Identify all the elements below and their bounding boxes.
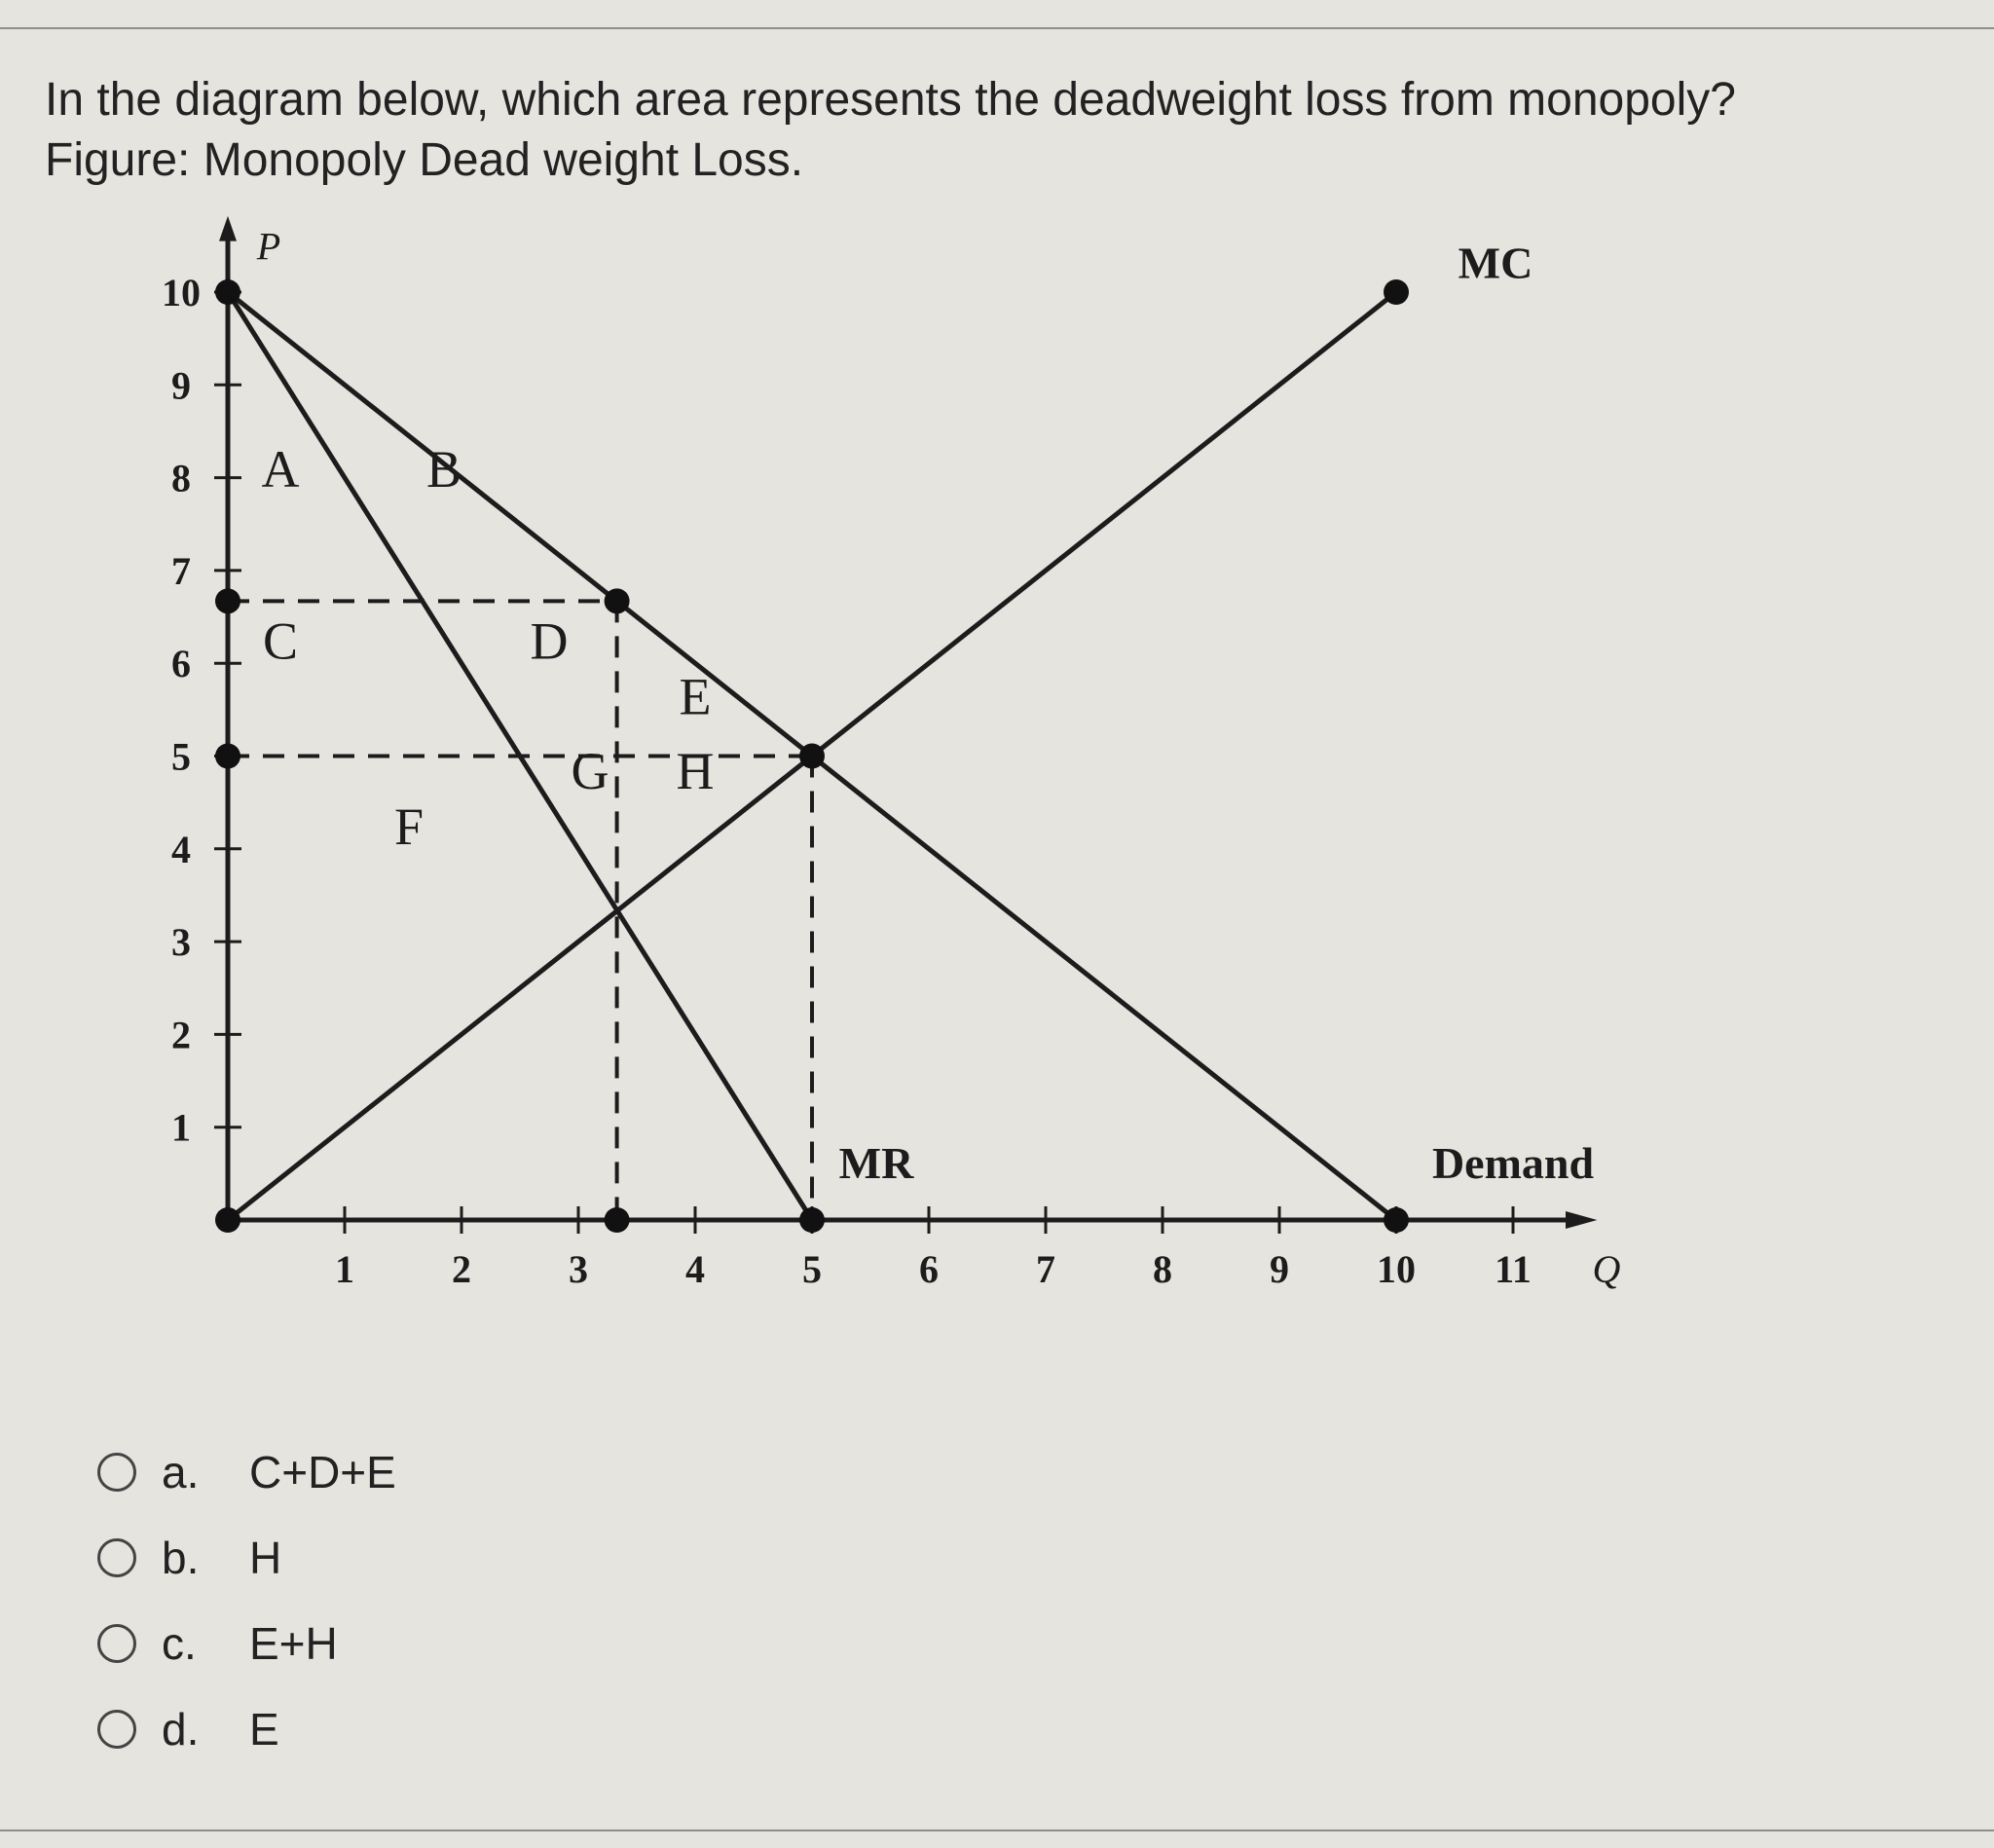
figure-caption: Figure: Monopoly Dead weight Loss. [45,134,804,186]
radio-icon[interactable] [97,1710,136,1749]
x-tick-label: 5 [802,1247,822,1291]
data-point [215,1207,240,1233]
x-tick-label: 9 [1270,1247,1289,1291]
data-point [605,1207,630,1233]
x-axis-arrow-icon [1566,1211,1597,1229]
y-tick-label: 3 [171,920,191,965]
radio-icon[interactable] [97,1538,136,1577]
y-tick-label: 2 [171,1013,191,1057]
curve-label-mr: MR [838,1138,914,1189]
y-tick-label: 10 [162,271,201,314]
y-tick-label: 4 [171,827,191,871]
area-label-d: D [530,611,569,671]
y-tick-label: 1 [171,1105,191,1150]
data-point [215,588,240,613]
data-point [1384,1207,1409,1233]
option-d[interactable] [97,1686,396,1772]
x-tick-label: 4 [685,1247,705,1291]
option-text: H [249,1533,282,1583]
option-text: E+H [249,1618,338,1669]
y-axis-arrow-icon [219,216,237,241]
answer-options [97,1429,396,1772]
curve-label-demand: Demand [1431,1138,1595,1189]
area-label-b: B [425,440,462,499]
option-text: E [249,1704,279,1755]
y-axis-label: P [256,224,281,269]
option-letter: d. [162,1704,200,1755]
data-point [799,1207,825,1233]
option-a[interactable] [97,1429,396,1515]
x-axis-label: Q [1592,1247,1621,1291]
option-text: C+D+E [249,1447,396,1497]
area-label-a: A [261,440,300,499]
data-point [215,744,240,769]
area-label-g: G [571,741,609,800]
question-text: In the diagram below, which area represents the deadweight loss from monopoly? [45,74,1736,126]
x-tick-label: 11 [1495,1247,1532,1291]
y-tick-label: 5 [171,734,191,779]
option-letter: c. [162,1618,197,1669]
x-tick-label: 7 [1036,1247,1055,1291]
curve-label-mc: MC [1458,238,1533,288]
option-letter: b. [162,1533,200,1583]
area-label-f: F [393,797,425,857]
option-c[interactable] [97,1601,396,1686]
radio-icon[interactable] [97,1624,136,1663]
y-tick-label: 9 [171,363,191,408]
y-tick-label: 6 [171,642,191,686]
data-point [1384,279,1409,305]
x-tick-label: 1 [335,1247,354,1291]
x-tick-label: 6 [919,1247,939,1291]
option-b[interactable] [97,1515,396,1601]
x-tick-label: 2 [452,1247,471,1291]
data-point [215,279,240,305]
x-tick-label: 10 [1377,1247,1416,1291]
x-tick-label: 8 [1153,1247,1172,1291]
x-tick-label: 3 [569,1247,588,1291]
area-label-e: E [679,667,712,726]
option-letter: a. [162,1447,200,1497]
data-point [605,588,630,613]
area-label-h: H [676,741,715,800]
y-tick-label: 8 [171,456,191,500]
radio-icon[interactable] [97,1453,136,1492]
y-tick-label: 7 [171,548,191,593]
area-label-c: C [262,611,299,671]
data-point [799,744,825,769]
